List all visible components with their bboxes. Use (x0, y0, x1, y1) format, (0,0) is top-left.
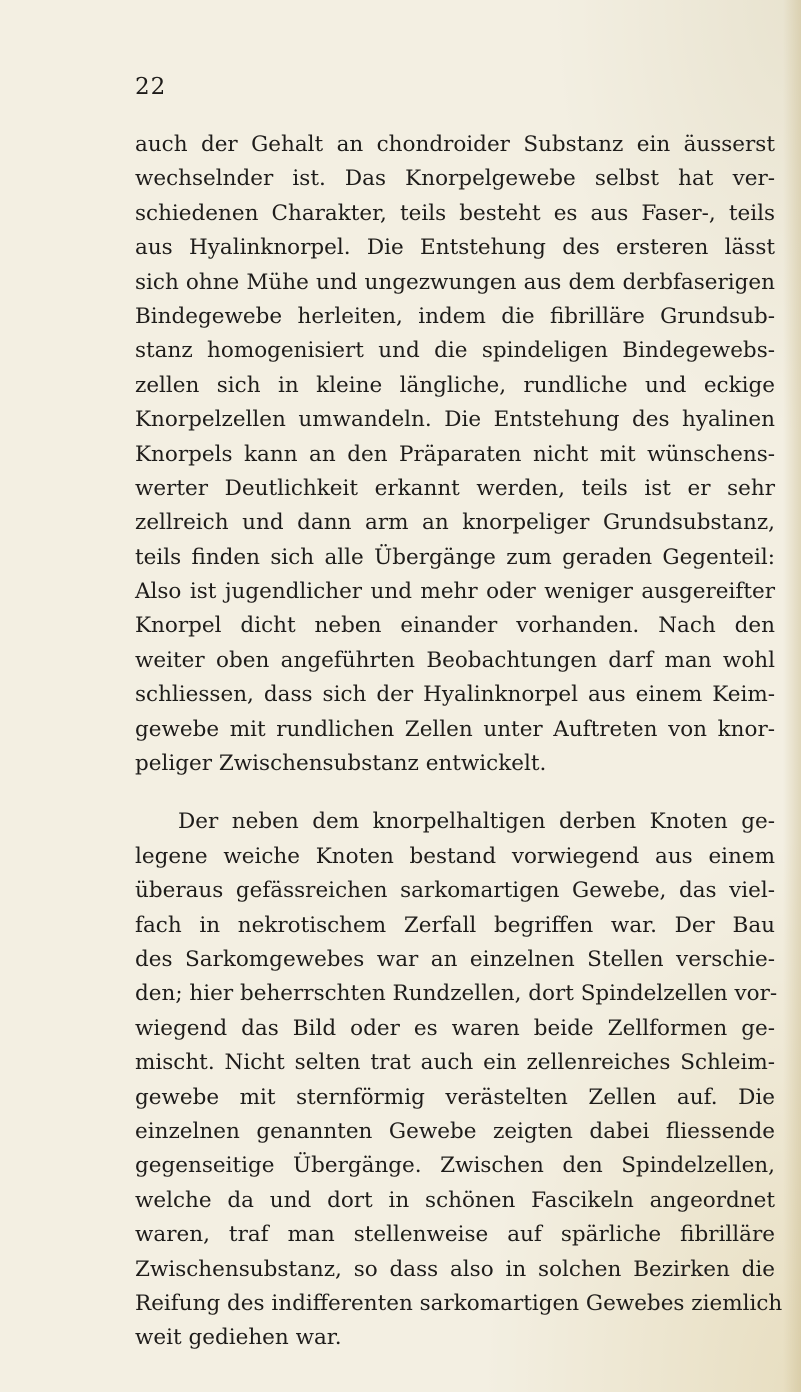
text-line: stanz homogenisiert und die spindeligen Bindegewebs- (135, 338, 775, 364)
paragraph-1 (135, 128, 775, 781)
text-line: Reifung des indifferenten sarkomartigen Gewebes ziemlich (135, 1290, 783, 1316)
text-line: zellreich und dann arm an knorpeliger Grundsubstanz, (135, 510, 775, 536)
text-line: fach in nekrotischem Zerfall begriffen war. Der Bau (135, 912, 775, 938)
text-line: welche da und dort in schönen Fascikeln angeordnet (135, 1187, 775, 1213)
text-line: Zwischensubstanz, so dass also in solchen Bezirken die (135, 1256, 775, 1282)
text-line: sich ohne Mühe und ungezwungen aus dem derbfaserigen (135, 269, 775, 295)
text-line: schliessen, dass sich der Hyalinknorpel aus einem Keim- (135, 682, 775, 708)
text-line: Der neben dem knorpelhaltigen derben Knoten ge- (178, 809, 775, 835)
text-line: gewebe mit rundlichen Zellen unter Auftreten von knor- (135, 716, 775, 742)
text-line: gegenseitige Übergänge. Zwischen den Spindelzellen, (135, 1153, 775, 1179)
text-line: wechselnder ist. Das Knorpelgewebe selbst hat ver- (135, 166, 775, 192)
text-line: Also ist jugendlicher und mehr oder weniger ausgereifter (135, 579, 775, 605)
paragraph-2 (135, 805, 783, 1355)
text-line: weiter oben angeführten Beobachtungen darf man wohl (135, 647, 775, 673)
text-line: Bindegewebe herleiten, indem die fibrilläre Grundsub- (135, 303, 775, 329)
text-line: werter Deutlichkeit erkannt werden, teils ist er sehr (135, 475, 775, 501)
page-edge-shadow (783, 0, 801, 1392)
text-line: weit gediehen war. (135, 1325, 342, 1351)
text-line: Knorpel dicht neben einander vorhanden. Nach den (135, 613, 775, 639)
text-line: den; hier beherrschten Rundzellen, dort Spindelzellen vor- (135, 981, 778, 1007)
text-line: schiedenen Charakter, teils besteht es aus Faser-, teils (135, 200, 775, 226)
text-line: teils finden sich alle Übergänge zum geraden Gegenteil: (135, 544, 775, 570)
text-line: mischt. Nicht selten trat auch ein zellenreiches Schleim- (135, 1050, 775, 1076)
text-line: zellen sich in kleine längliche, rundliche und eckige (135, 372, 775, 398)
text-line: Knorpels kann an den Präparaten nicht mit wünschens- (135, 441, 775, 467)
paragraph-spacer (135, 781, 775, 805)
text-line: einzelnen genannten Gewebe zeigten dabei fliessende (135, 1118, 775, 1144)
text-line: waren, traf man stellenweise auf spärliche fibrilläre (135, 1222, 775, 1248)
text-line: auch der Gehalt an chondroider Substanz ein äusserst (135, 132, 775, 157)
text-line: des Sarkomgewebes war an einzelnen Stellen verschie- (135, 946, 775, 972)
text-line: gewebe mit sternförmig verästelten Zellen auf. Die (135, 1084, 775, 1110)
text-line: Knorpelzellen umwandeln. Die Entstehung des hyalinen (135, 407, 775, 433)
text-line: peliger Zwischensubstanz entwickelt. (135, 751, 547, 777)
text-line: legene weiche Knoten bestand vorwiegend aus einem (135, 843, 775, 869)
text-line: überaus gefässreichen sarkomartigen Gewebe, das viel- (135, 878, 775, 904)
body-text (135, 128, 783, 1356)
page-number: 22 (135, 74, 167, 100)
text-line: wiegend das Bild oder es waren beide Zellformen ge- (135, 1015, 775, 1041)
text-line: aus Hyalinknorpel. Die Entstehung des ersteren lässt (135, 235, 775, 261)
